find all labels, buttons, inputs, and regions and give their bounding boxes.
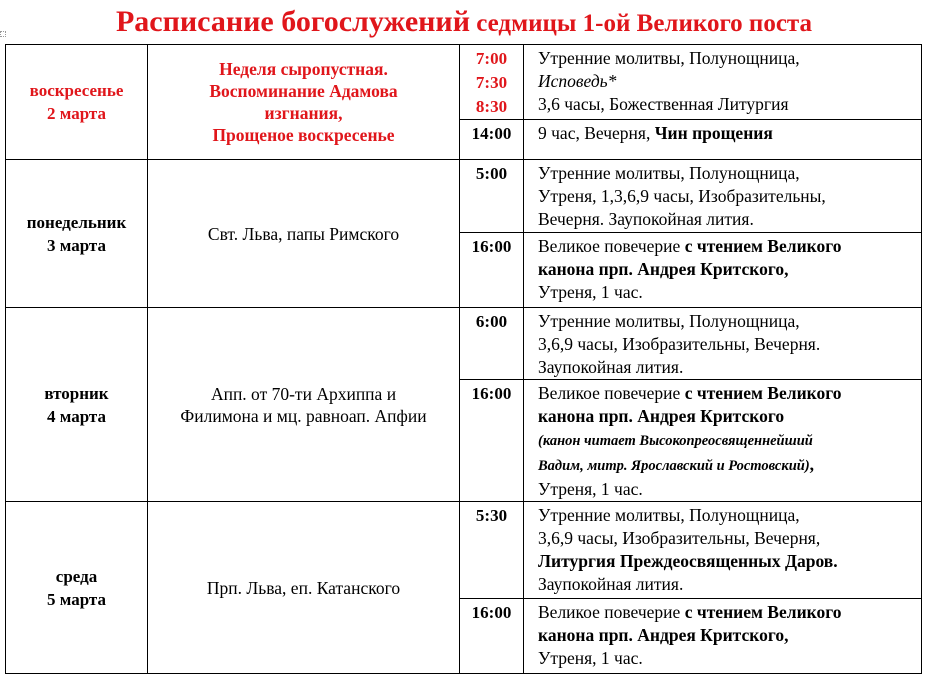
time-cell: [460, 120, 524, 160]
service-text: Утреня, 1 час.: [538, 282, 643, 302]
feast-line: Филимона и мц. равноап. Апфии: [180, 405, 427, 426]
page-title: [0, 4, 928, 45]
service-line: [538, 453, 919, 478]
service-line: [538, 601, 919, 624]
table-row: [6, 160, 922, 233]
day-cell: [6, 308, 148, 502]
service-line: [538, 235, 919, 258]
service-time: 5:00: [475, 164, 508, 183]
service-line: [538, 573, 919, 596]
service-line: [538, 122, 919, 145]
service-time: 7:00: [475, 49, 508, 68]
service-line: [538, 382, 919, 405]
service-text: Великое повечерие: [538, 602, 685, 622]
schedule-table: [5, 44, 922, 674]
service-text: Утренние молитвы, Полунощница,: [538, 505, 800, 525]
service-line: [538, 310, 919, 333]
service-text: Утренние молитвы, Полунощница,: [538, 163, 800, 183]
feast-line: Свт. Льва, папы Римского: [207, 223, 400, 244]
service-line: [538, 647, 919, 670]
service-text: Великое повечерие: [538, 383, 685, 403]
service-text: канона прп. Андрея Критского: [538, 406, 785, 426]
service-text: Утренние молитвы, Полунощница,: [538, 48, 800, 68]
day-cell: [6, 45, 148, 160]
service-line: [538, 47, 919, 70]
day-name: понедельник: [26, 212, 127, 232]
table-row: [6, 45, 922, 120]
service-text: (канон читает Высокопреосвященнейший: [538, 433, 813, 449]
service-line: [538, 504, 919, 527]
time-cell: [460, 380, 524, 502]
service-line: [538, 428, 919, 453]
service-time: 5:30: [475, 506, 508, 525]
day-date: 3 марта: [46, 235, 106, 255]
day-name: вторник: [44, 383, 109, 403]
feast-line: Прп. Льва, еп. Катанского: [206, 577, 401, 598]
title-main: Расписание богослужений: [115, 5, 471, 38]
services-cell: [524, 380, 922, 502]
feast-cell: [148, 308, 460, 502]
service-time: 16:00: [471, 384, 512, 403]
service-text: канона прп. Андрея Критского,: [538, 259, 789, 279]
time-cell: [460, 308, 524, 380]
service-time: 16:00: [471, 603, 512, 622]
service-line: [538, 162, 919, 185]
day-name: среда: [55, 566, 98, 586]
services-cell: [524, 160, 922, 233]
time-cell: [460, 45, 524, 120]
service-text: 3,6,9 часы, Изобразительны, Вечерня,: [538, 528, 821, 548]
day-date: 5 марта: [46, 589, 106, 609]
service-text: Великое повечерие: [538, 236, 685, 256]
service-line: [538, 185, 919, 208]
feast-cell: [148, 45, 460, 160]
service-text: Литургия Преждеосвященных Даров.: [538, 551, 838, 571]
service-time: 14:00: [471, 124, 512, 143]
service-line: [538, 70, 919, 93]
services-cell: [524, 599, 922, 674]
service-line: [538, 405, 919, 428]
feast-line: изгнания,: [264, 103, 343, 123]
service-text: Утреня, 1 час.: [538, 648, 643, 668]
time-cell: [460, 599, 524, 674]
title-rest: седмицы 1-ой Великого поста: [470, 10, 813, 37]
service-line: [538, 624, 919, 647]
service-text: Вечерня. Заупокойная лития.: [538, 209, 754, 229]
service-line: [538, 478, 919, 501]
service-text: Утреня, 1,3,6,9 часы, Изобразительны,: [538, 186, 826, 206]
service-line: [538, 527, 919, 550]
services-cell: [524, 233, 922, 308]
service-time: 16:00: [471, 237, 512, 256]
service-time: 6:00: [475, 312, 508, 331]
day-name: воскресенье: [29, 81, 124, 100]
time-cell: [460, 502, 524, 599]
services-cell: [524, 308, 922, 380]
service-text: с чтением Великого: [684, 602, 842, 622]
service-time: 8:30: [475, 97, 508, 116]
service-text: Исповедь*: [538, 71, 617, 91]
service-text: 3,6,9 часы, Изобразительны, Вечерня.: [538, 334, 821, 354]
services-cell: [524, 120, 922, 160]
service-text: 9 час, Вечерня,: [538, 123, 655, 143]
day-date: 2 марта: [46, 104, 106, 123]
feast-cell: [148, 160, 460, 308]
feast-line: Прощеное воскресенье: [212, 125, 395, 145]
feast-line: Апп. от 70-ти Архиппа и: [210, 383, 397, 404]
day-cell: [6, 502, 148, 674]
service-line: [538, 281, 919, 304]
service-line: [538, 333, 919, 356]
day-cell: [6, 160, 148, 308]
feast-line: Воспоминание Адамова: [209, 81, 398, 101]
table-row: [6, 502, 922, 599]
service-line: [538, 356, 919, 379]
services-cell: [524, 502, 922, 599]
service-text: ,: [809, 454, 815, 474]
service-line: [538, 93, 919, 116]
feast-line: Неделя сыропустная.: [219, 59, 388, 79]
services-cell: [524, 45, 922, 120]
service-time: 7:30: [475, 73, 508, 92]
time-cell: [460, 160, 524, 233]
service-text: с чтением Великого: [684, 236, 842, 256]
time-cell: [460, 233, 524, 308]
service-text: Утренние молитвы, Полунощница,: [538, 311, 800, 331]
service-text: Утреня, 1 час.: [538, 479, 643, 499]
service-text: 3,6 часы, Божественная Литургия: [538, 94, 789, 114]
service-text: Чин прощения: [654, 123, 773, 143]
service-text: канона прп. Андрея Критского,: [538, 625, 789, 645]
service-line: [538, 258, 919, 281]
service-text: Заупокойная лития.: [538, 357, 684, 377]
service-text: с чтением Великого: [684, 383, 842, 403]
day-date: 4 марта: [46, 406, 106, 426]
service-text: Заупокойная лития.: [538, 574, 684, 594]
service-line: [538, 208, 919, 231]
service-text: Вадим, митр. Ярославский и Ростовский): [538, 458, 810, 474]
service-line: [538, 550, 919, 573]
table-row: [6, 308, 922, 380]
feast-cell: [148, 502, 460, 674]
